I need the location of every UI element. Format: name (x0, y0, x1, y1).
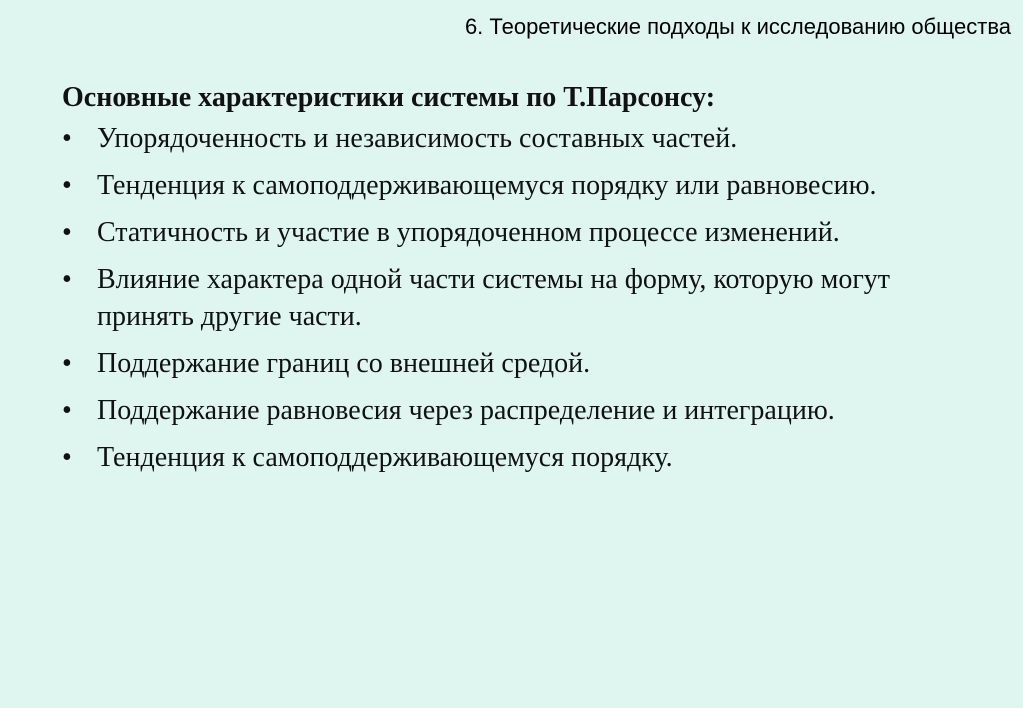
bullet-item (62, 261, 962, 335)
bullet-icon: • (62, 123, 72, 154)
bullet-text: Тенденция к самоподдерживающемуся порядку или равновесию. (97, 170, 877, 201)
bullet-icon: • (62, 442, 72, 473)
bullet-item (62, 167, 962, 204)
bullet-text: Упорядоченность и независимость составных частей. (97, 123, 738, 154)
bullet-text: Влияние характера одной части системы на форму, которую могут принять другие части. (97, 264, 891, 332)
slide-title: 6. Теоретические подходы к исследованию общества (464, 14, 1011, 39)
bullet-item (62, 120, 962, 157)
bullet-icon: • (62, 217, 72, 248)
bullet-text: Статичность и участие в упорядоченном процессе изменений. (97, 217, 840, 248)
bullet-icon: • (62, 264, 72, 295)
bullet-text: Поддержание равновесия через распределение и интеграцию. (97, 395, 835, 426)
bullet-item (62, 345, 962, 382)
bullet-icon: • (62, 170, 72, 201)
bullet-item (62, 439, 962, 476)
bullet-list (62, 120, 962, 476)
bullet-item (62, 392, 962, 429)
bullet-icon: • (62, 395, 72, 426)
bullet-icon: • (62, 348, 72, 379)
slide-content (62, 80, 962, 486)
bullet-text: Тенденция к самоподдерживающемуся порядку. (97, 442, 673, 473)
bullet-item (62, 214, 962, 251)
section-heading: Основные характеристики системы по Т.Парсонсу: (62, 82, 716, 113)
bullet-text: Поддержание границ со внешней средой. (97, 348, 591, 379)
